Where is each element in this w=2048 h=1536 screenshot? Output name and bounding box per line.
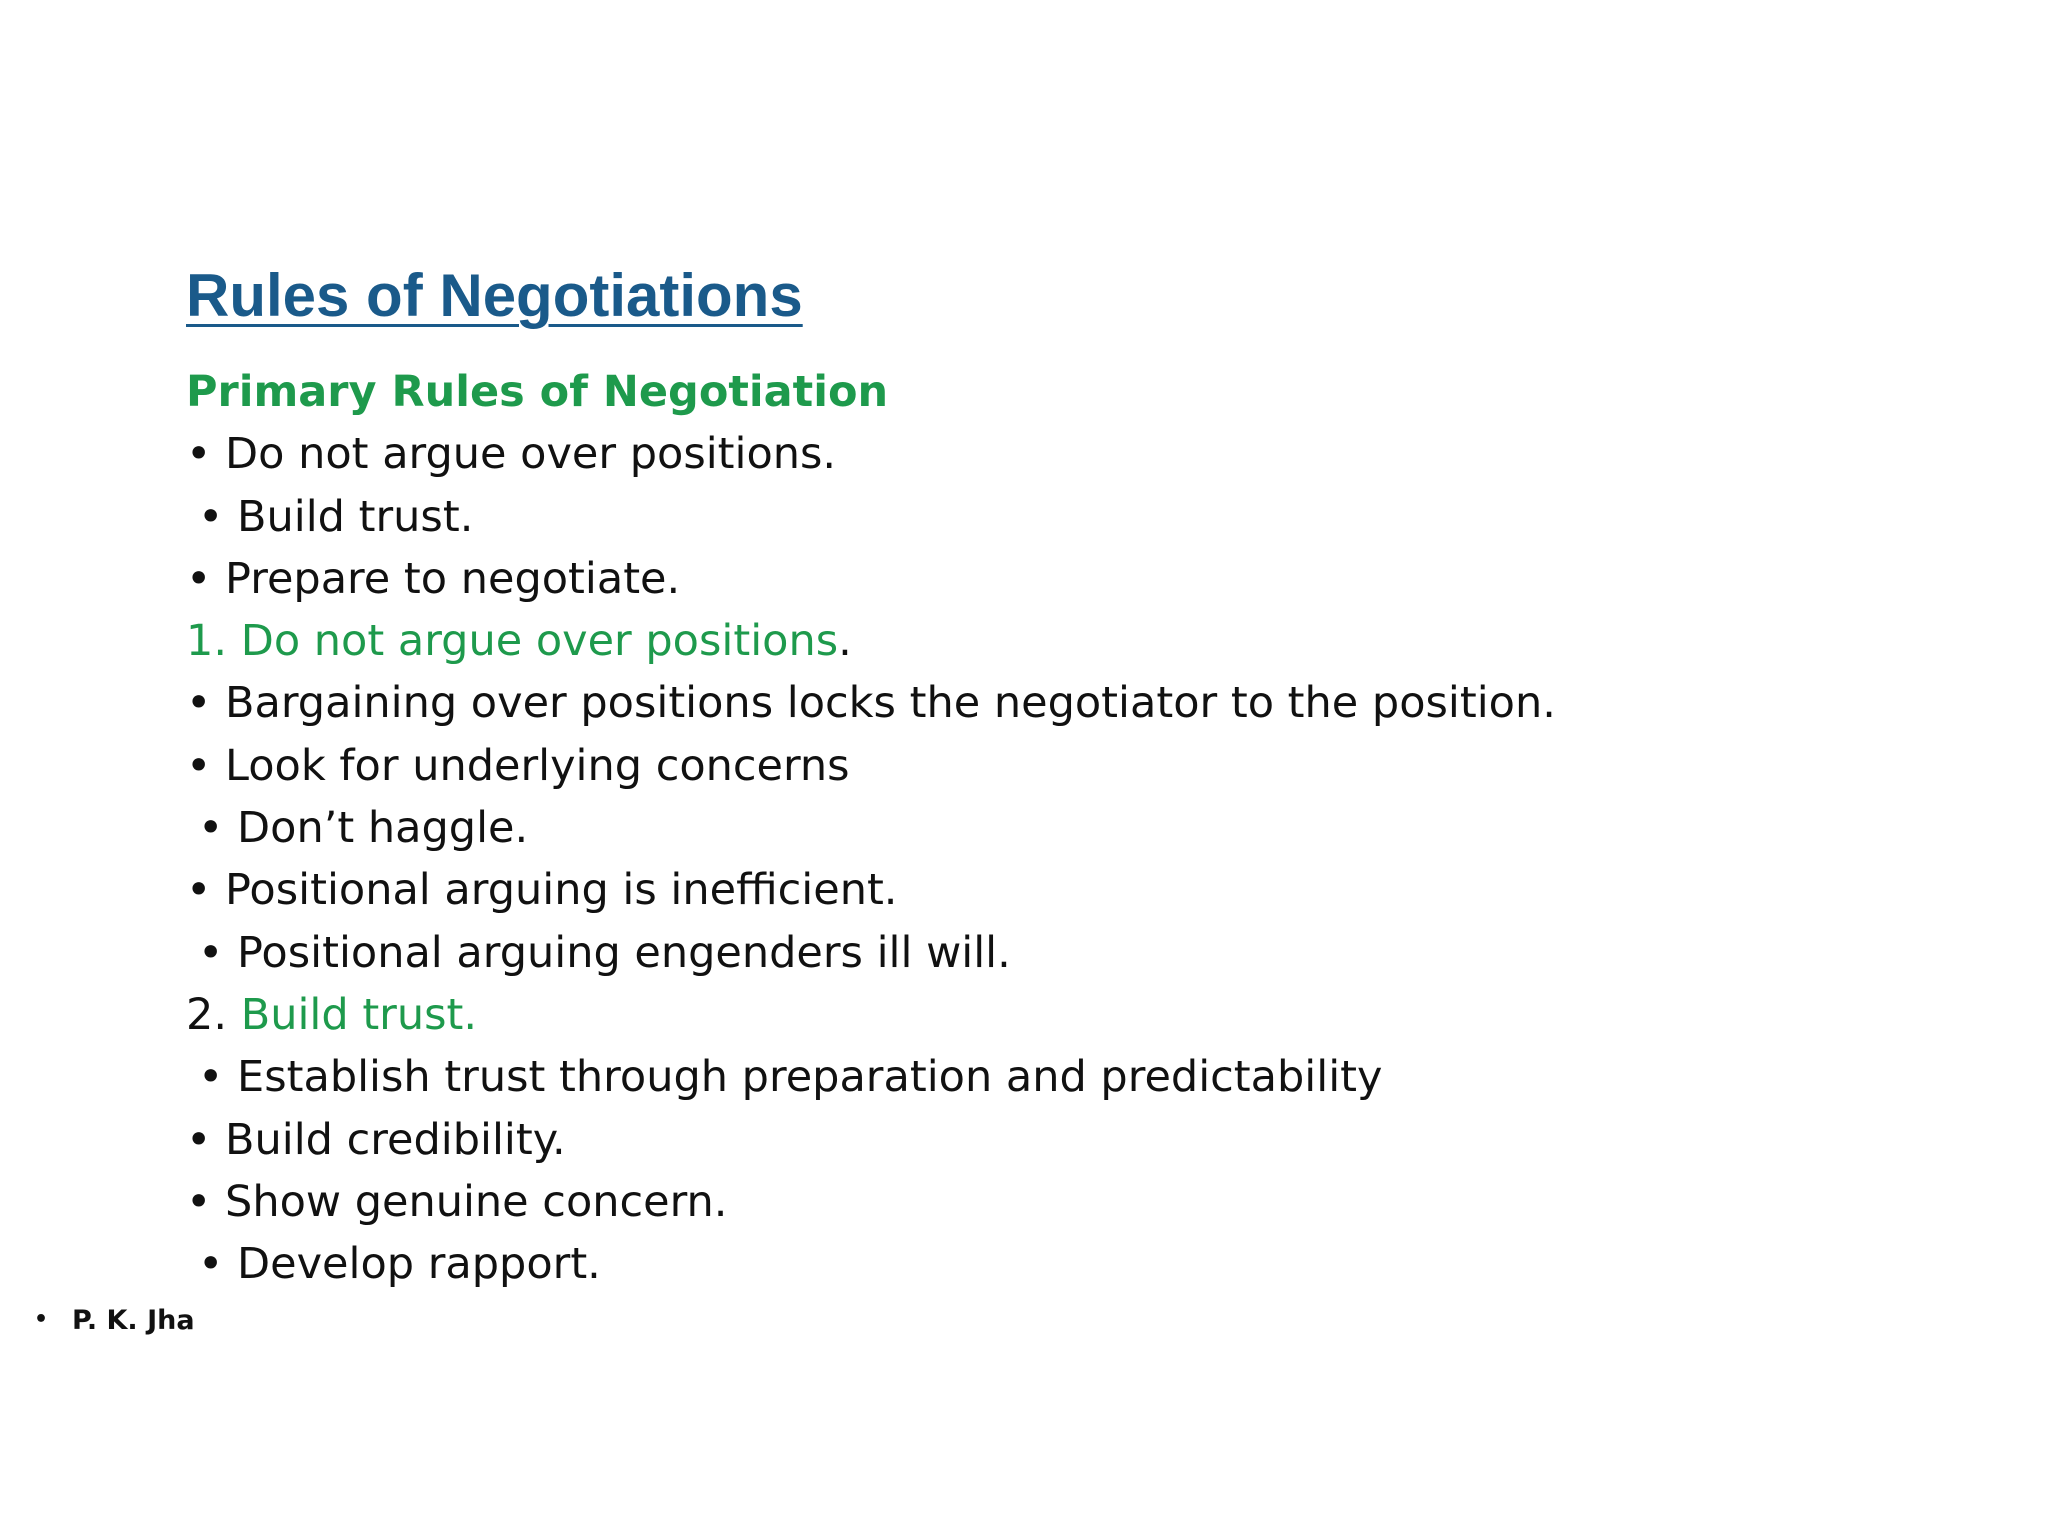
bullet-item: • Build credibility. (186, 1114, 566, 1165)
numbered-heading-text: Build trust. (240, 989, 478, 1040)
bullet-item: • Develop rapport. (198, 1239, 601, 1290)
slide-body (186, 361, 1556, 1295)
bullet-item: • Do not argue over positions. (186, 429, 837, 480)
bullet-item: • Prepare to negotiate. (186, 553, 681, 604)
bullet-item: • Look for underlying concerns (186, 740, 850, 791)
numbered-heading-number: 2. (186, 989, 241, 1040)
bullet-item: • Bargaining over positions locks the negotiator to the position. (186, 678, 1556, 729)
bullet-item: • Positional arguing is inefficient. (186, 865, 898, 916)
bullet-item: • Build trust. (198, 491, 474, 542)
section-heading: Primary Rules of Negotiation (186, 367, 889, 417)
author-name: P. K. Jha (72, 1305, 195, 1336)
bullet-item: • Show genuine concern. (186, 1176, 728, 1227)
slide-title: Rules of Negotiations (186, 262, 803, 329)
bullet-item: • Don’t haggle. (198, 803, 529, 854)
numbered-heading-suffix: . (838, 616, 852, 667)
numbered-heading (186, 984, 1556, 1046)
numbered-heading-number: 1. (186, 616, 241, 667)
footer-bullet: • (34, 1307, 49, 1332)
bullet-item: • Establish trust through preparation and predictability (198, 1052, 1383, 1103)
numbered-heading-text: Do not argue over positions (240, 616, 839, 667)
bullet-item: • Positional arguing engenders ill will. (198, 927, 1011, 978)
numbered-heading (186, 610, 1556, 672)
author-footer (34, 1300, 195, 1341)
